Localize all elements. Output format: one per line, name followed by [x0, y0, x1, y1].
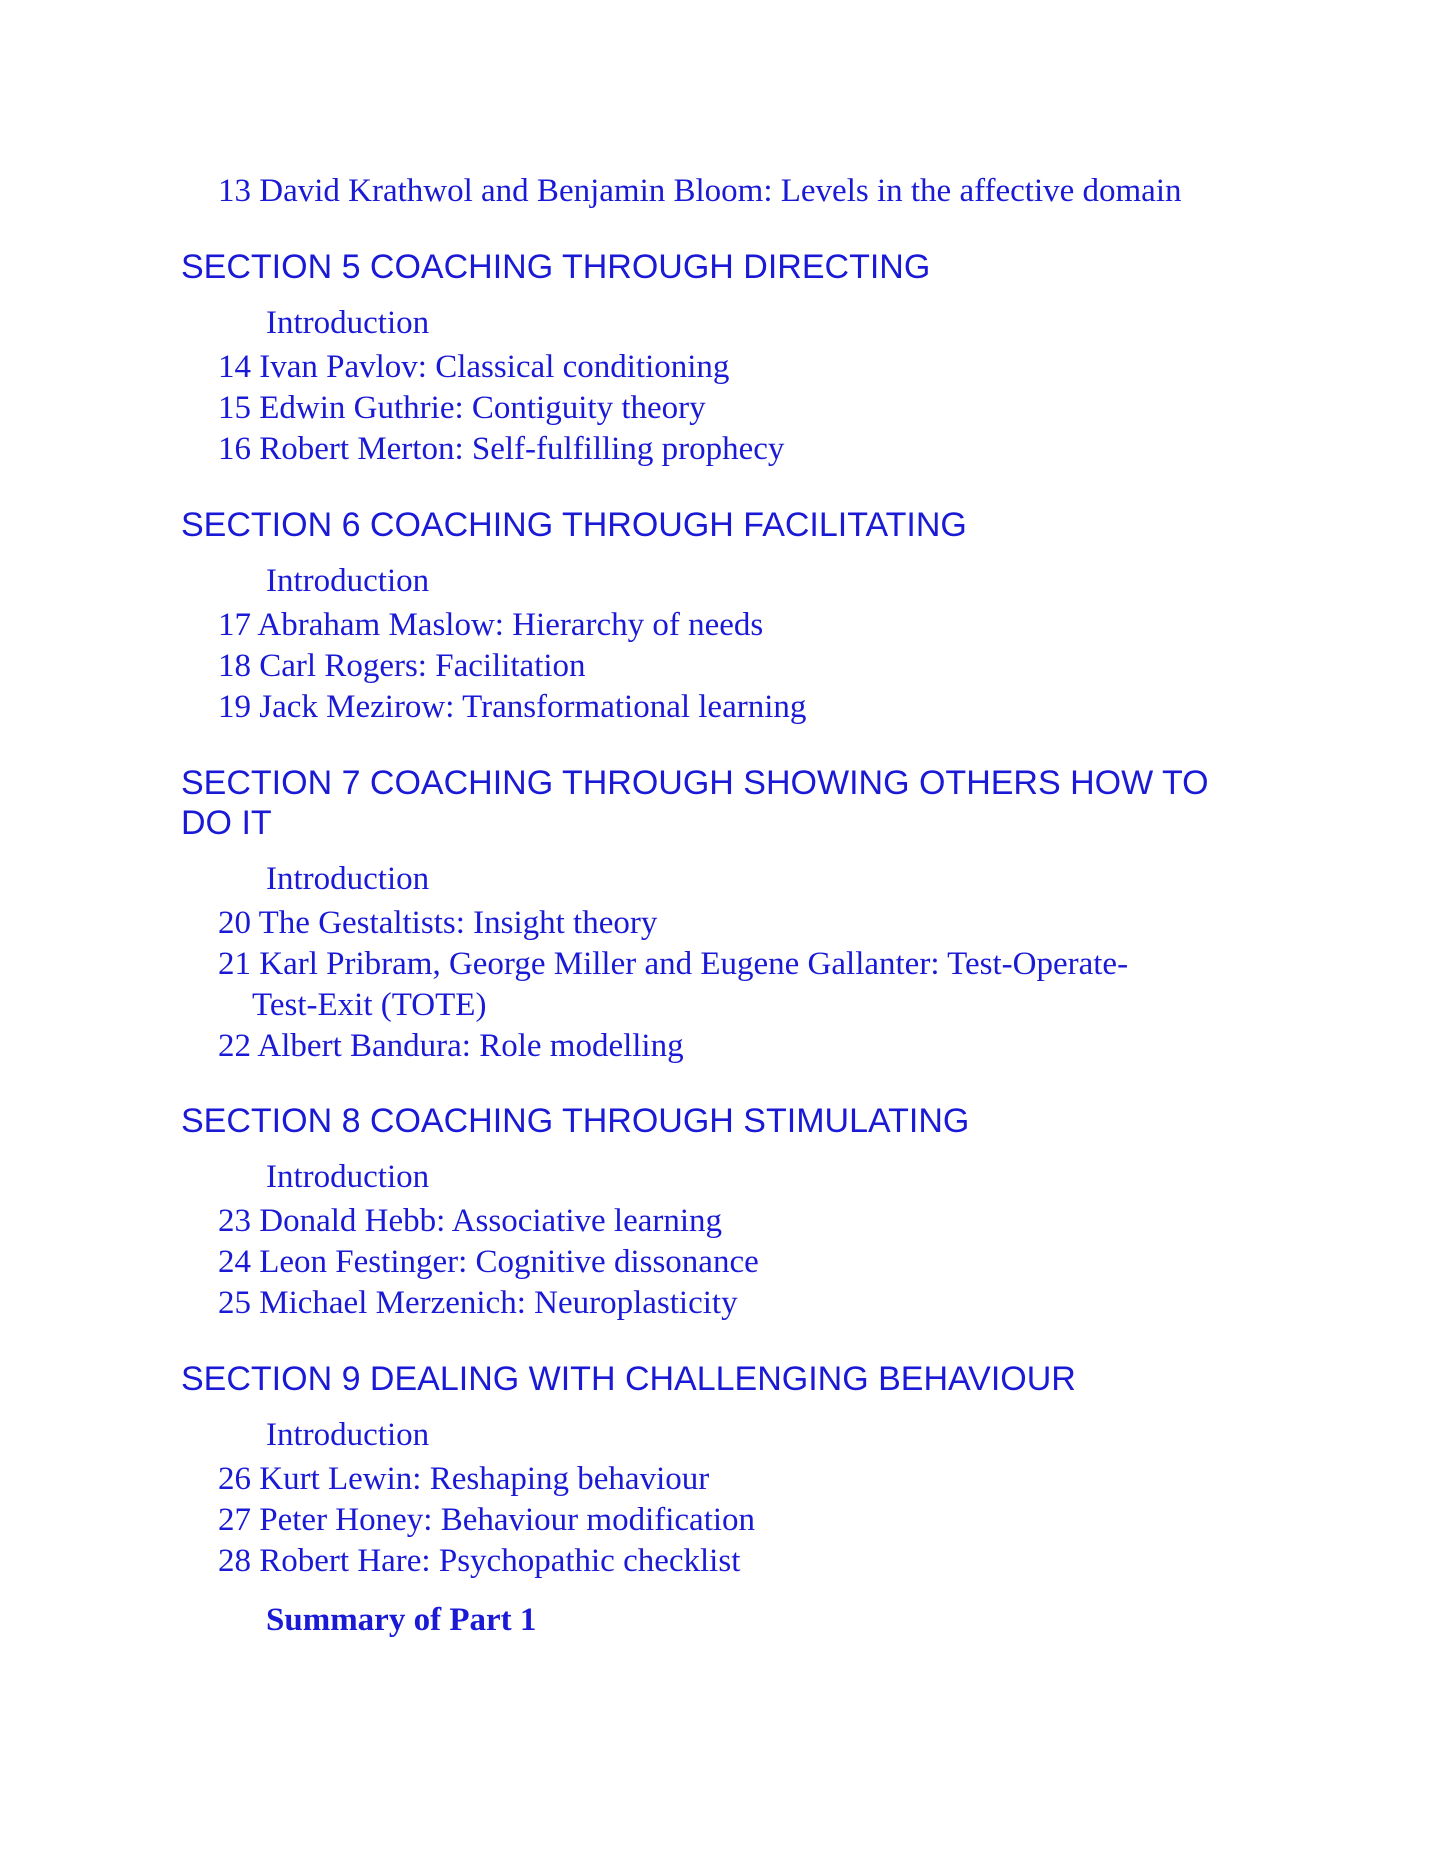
toc-link[interactable]: Introduction [266, 563, 430, 599]
toc-entry-23[interactable] [218, 1205, 722, 1238]
toc-entry-21[interactable] [218, 948, 1128, 981]
toc-link[interactable]: 22 Albert Bandura: Role modelling [218, 1028, 684, 1064]
section-5-heading[interactable] [181, 250, 930, 284]
toc-entry-25[interactable] [218, 1287, 738, 1320]
toc-link[interactable]: DO IT [181, 804, 272, 842]
toc-link[interactable]: 14 Ivan Pavlov: Classical conditioning [218, 349, 730, 385]
toc-link[interactable]: SECTION 9 DEALING WITH CHALLENGING BEHAVIOUR [181, 1360, 1076, 1398]
section-8-heading[interactable] [181, 1104, 969, 1138]
toc-link[interactable]: 20 The Gestaltists: Insight theory [218, 905, 658, 941]
toc-link[interactable]: 25 Michael Merzenich: Neuroplasticity [218, 1285, 738, 1321]
section-7-heading-cont[interactable] [181, 806, 272, 840]
toc-link[interactable]: 23 Donald Hebb: Associative learning [218, 1203, 723, 1239]
toc-link[interactable]: 16 Robert Merton: Self-fulfilling prophecy [218, 431, 785, 467]
section-9-heading[interactable] [181, 1362, 1076, 1396]
section-5-introduction[interactable] [266, 307, 429, 340]
toc-link[interactable]: 13 David Krathwol and Benjamin Bloom: Levels in the affective domain [218, 173, 1182, 209]
toc-link[interactable]: SECTION 6 COACHING THROUGH FACILITATING [181, 506, 967, 544]
summary-of-part-1[interactable] [266, 1604, 536, 1637]
toc-entry-14[interactable] [218, 351, 729, 384]
toc-link[interactable]: 17 Abraham Maslow: Hierarchy of needs [218, 607, 764, 643]
toc-link[interactable]: 24 Leon Festinger: Cognitive dissonance [218, 1244, 759, 1280]
toc-link[interactable]: 27 Peter Honey: Behaviour modification [218, 1502, 756, 1538]
toc-link[interactable]: SECTION 7 COACHING THROUGH SHOWING OTHERS HOW TO [181, 764, 1209, 802]
toc-entry-22[interactable] [218, 1030, 684, 1063]
section-9-introduction[interactable] [266, 1419, 429, 1452]
toc-entry-17[interactable] [218, 609, 763, 642]
toc-link[interactable]: Summary of Part 1 [266, 1602, 537, 1638]
toc-entry-15[interactable] [218, 392, 706, 425]
toc-entry-13[interactable] [218, 175, 1182, 208]
section-8-introduction[interactable] [266, 1161, 429, 1194]
toc-entry-21-cont[interactable] [252, 989, 486, 1022]
toc-link[interactable]: Introduction [266, 861, 430, 897]
toc-link[interactable]: SECTION 5 COACHING THROUGH DIRECTING [181, 248, 931, 286]
toc-link[interactable]: 18 Carl Rogers: Facilitation [218, 648, 586, 684]
toc-entry-18[interactable] [218, 650, 586, 683]
toc-link[interactable]: Introduction [266, 1417, 430, 1453]
toc-link[interactable]: SECTION 8 COACHING THROUGH STIMULATING [181, 1102, 970, 1140]
toc-entry-20[interactable] [218, 907, 657, 940]
toc-entry-27[interactable] [218, 1504, 755, 1537]
toc-link[interactable]: 19 Jack Mezirow: Transformational learning [218, 689, 807, 725]
toc-entry-26[interactable] [218, 1463, 709, 1496]
toc-entry-24[interactable] [218, 1246, 759, 1279]
toc-link[interactable]: 21 Karl Pribram, George Miller and Eugene Gallanter: Test-Operate- [218, 946, 1129, 982]
toc-entry-28[interactable] [218, 1545, 740, 1578]
section-6-heading[interactable] [181, 508, 967, 542]
toc-link[interactable]: Introduction [266, 1159, 430, 1195]
toc-entry-16[interactable] [218, 433, 784, 466]
toc-link[interactable]: 28 Robert Hare: Psychopathic checklist [218, 1543, 741, 1579]
toc-link[interactable]: Introduction [266, 305, 430, 341]
toc-link[interactable]: 15 Edwin Guthrie: Contiguity theory [218, 390, 706, 426]
section-6-introduction[interactable] [266, 565, 429, 598]
section-7-heading[interactable] [181, 766, 1209, 800]
toc-link[interactable]: Test-Exit (TOTE) [252, 987, 487, 1023]
toc-entry-19[interactable] [218, 691, 806, 724]
toc-link[interactable]: 26 Kurt Lewin: Reshaping behaviour [218, 1461, 710, 1497]
section-7-introduction[interactable] [266, 863, 429, 896]
